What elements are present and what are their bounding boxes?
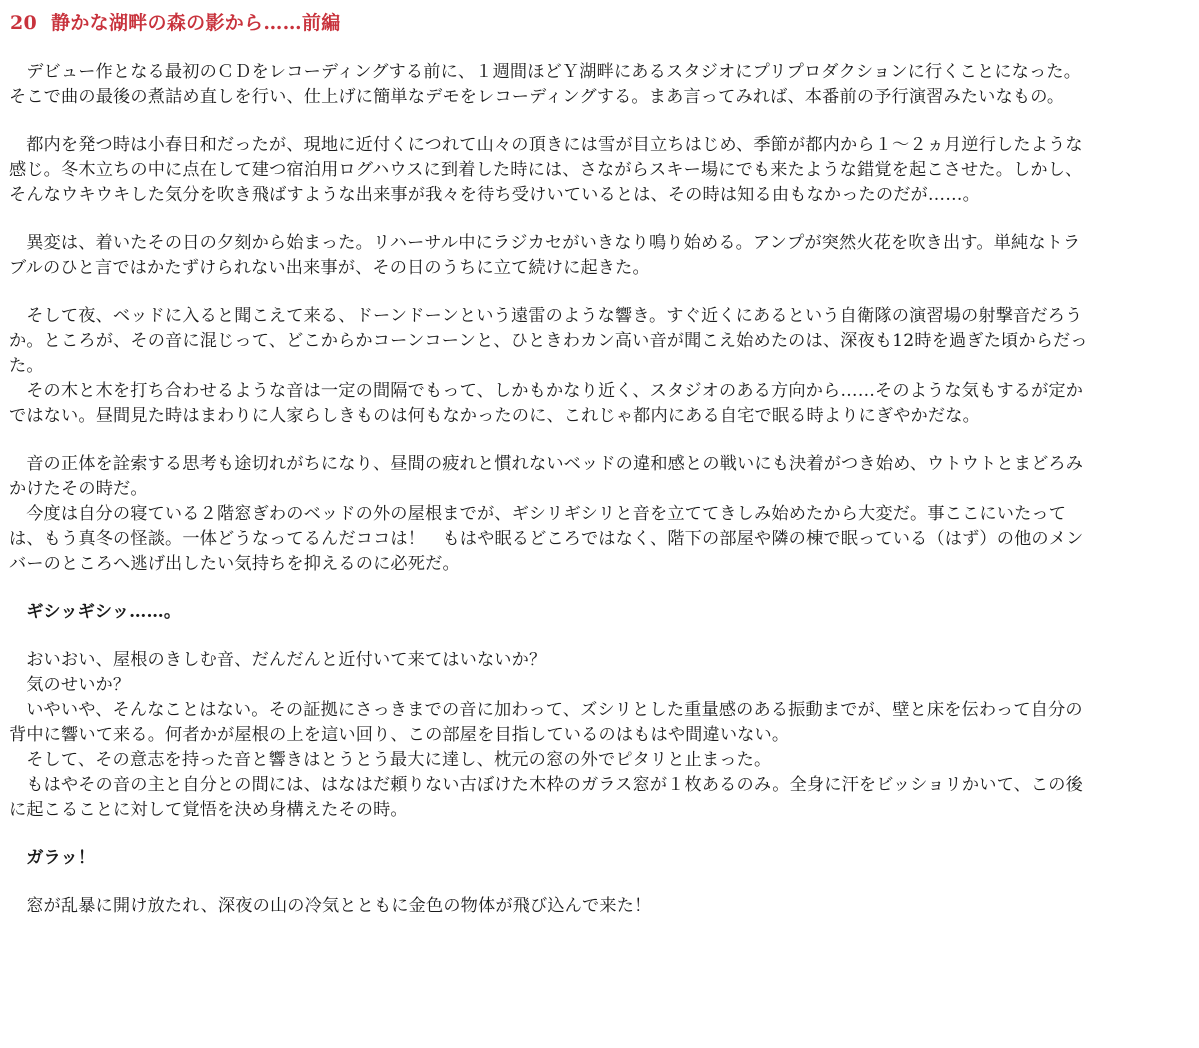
paragraph [9, 231, 1193, 281]
paragraph [9, 304, 1193, 429]
sound-effect-text: ガラッ！ [26, 848, 96, 868]
text-line: そこで曲の最後の煮詰め直しを行い、仕上げに簡単なデモをレコーディングする。まあ言ってみれば、本番前の予行演習みたいなもの。 [9, 87, 1065, 107]
text-line: 異変は、着いたその日の夕刻から始まった。リハーサル中にラジカセがいきなり鳴り始める。アンプが突然火花を吹き出す。単純なトラ [26, 233, 1081, 253]
text-line: おいおい、屋根のきしむ音、だんだんと近付いて来てはいないか？ [26, 650, 547, 670]
chapter-title-text: 静かな湖畔の森の影から……前編 [51, 12, 341, 34]
text-line: 背中に響いて来る。何者かが屋根の上を這い回り、この部屋を目指しているのはもはや間違いない。 [9, 725, 790, 745]
text-line: 感じ。冬木立ちの中に点在して建つ宿泊用ログハウスに到着した時には、さながらスキー場にでも来たような錯覚を起こさせた。しかし、 [9, 160, 1083, 180]
story-body [9, 60, 1193, 919]
text-line: バーのところへ逃げ出したい気持ちを抑えるのに必死だ。 [9, 554, 460, 574]
text-line: に起こることに対して覚悟を決め身構えたその時。 [9, 800, 408, 820]
text-line: もはやその音の主と自分との間には、はなはだ頼りない古ぼけた木枠のガラス窓が１枚あるのみ。全身に汗をビッショリかいて、この後 [26, 775, 1083, 795]
text-line: 都内を発つ時は小春日和だったが、現地に近付くにつれて山々の頂きには雪が目立ちはじめ、季節が都内から１〜２ヵ月逆行したような [26, 135, 1083, 155]
text-line: そして夜、ベッドに入ると聞こえて来る、ドーンドーンという遠雷のような響き。すぐ近くにあるという自衛隊の演習場の射撃音だろう [26, 306, 1083, 326]
text-line: た。 [9, 356, 44, 376]
sound-effect [9, 600, 1193, 625]
text-line: 今度は自分の寝ている２階窓ぎわのベッドの外の屋根までが、ギシリギシリと音を立ててきしみ始めたから大変だ。事ここにいたって [26, 504, 1067, 524]
text-line: 気のせいか？ [26, 675, 131, 695]
text-line: は、もう真冬の怪談。一体どうなってるんだココは！ もはや眠るどころではなく、階下の部屋や隣の棟で眠っている（はず）の他のメン [9, 529, 1084, 549]
text-line: デビュー作となる最初のＣＤをレコーディングする前に、１週間ほどＹ湖畔にあるスタジオにプリプロダクションに行くことになった。 [26, 62, 1082, 82]
text-line: そして、その意志を持った音と響きはとうとう最大に達し、枕元の窓の外でピタリと止まった。 [26, 750, 772, 770]
text-line: ブルのひと言ではかたずけられない出来事が、その日のうちに立て続けに起きた。 [9, 258, 650, 278]
text-line: か。ところが、その音に混じって、どこからかコーンコーンと、ひときわカン高い音が聞こえ始めたのは、深夜も12時を過ぎた頃からだっ [9, 331, 1088, 351]
sound-effect-text: ギシッギシッ……。 [26, 602, 182, 622]
sound-effect [9, 846, 1193, 871]
paragraph [9, 894, 1193, 919]
chapter-number: 20 [10, 12, 38, 34]
paragraph [9, 648, 1193, 823]
text-line: 音の正体を詮索する思考も途切れがちになり、昼間の疲れと慣れないベッドの違和感との戦いにも決着がつき始め、ウトウトとまどろみ [26, 454, 1084, 474]
paragraph [9, 452, 1193, 577]
text-line: そんなウキウキした気分を吹き飛ばすような出来事が我々を待ち受けいているとは、その時は知る由もなかったのだが……。 [9, 185, 980, 205]
text-line: 窓が乱暴に開け放たれ、深夜の山の冷気とともに金色の物体が飛び込んで来た！ [26, 896, 652, 916]
chapter-title [10, 8, 341, 35]
text-line: ではない。昼間見た時はまわりに人家らしきものは何もなかったのに、これじゃ都内にある自宅で眠る時よりにぎやかだな。 [9, 406, 980, 426]
text-line: かけたその時だ。 [9, 479, 148, 499]
paragraph [9, 133, 1193, 208]
text-line: その木と木を打ち合わせるような音は一定の間隔でもって、しかもかなり近く、スタジオのある方向から……そのような気もするが定か [26, 381, 1084, 401]
text-line: いやいや、そんなことはない。その証拠にさっきまでの音に加わって、ズシリとした重量感のある振動までが、壁と床を伝わって自分の [26, 700, 1083, 720]
paragraph [9, 60, 1193, 110]
